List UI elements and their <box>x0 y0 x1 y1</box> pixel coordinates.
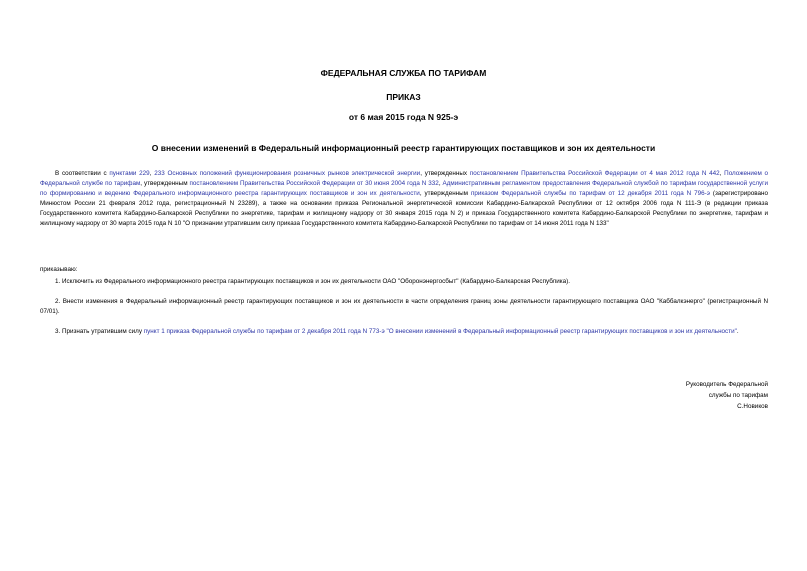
doc-type-heading: ПРИКАЗ <box>386 92 421 102</box>
signature-name: С.Новиков <box>737 403 768 410</box>
link-order-773[interactable]: пункт 1 приказа Федеральной службы по тарифам от 2 декабря 2011 года N 773-э "О внесении изменений в Федеральный информационный реестр гарантирующих поставщиков и зон их деятельности" <box>143 328 737 335</box>
preamble-text: , <box>719 170 725 177</box>
signature-line-1: Руководитель Федеральной <box>685 381 768 388</box>
item-3-text: 3. Признать утратившим силу <box>55 328 144 335</box>
preamble-text: , <box>438 180 443 187</box>
order-item-2: 2. Внести изменения в Федеральный информационный реестр гарантирующих поставщиков и зон их деятельности в части определения границ зоны деятельности гарантирующего поставщика ОАО "Каббалкэнерго" (регистрационный N 07/01). <box>40 298 768 315</box>
preamble-paragraph <box>40 169 768 229</box>
link-resolution-332[interactable]: постановлением Правительства Российской Федерации от 30 июня 2004 года N 332 <box>189 180 439 187</box>
preamble-text: , утвержденным <box>140 180 190 187</box>
document-title: О внесении изменений в Федеральный информационный реестр гарантирующих поставщиков и зон их деятельности <box>151 143 656 153</box>
signature-block <box>686 379 768 412</box>
item-3-text-end: . <box>736 328 739 335</box>
preamble-text: В соответствии с <box>55 170 110 177</box>
link-points-229[interactable]: пунктами 229 <box>109 170 150 177</box>
link-point-233-basic-provisions[interactable]: 233 Основных положений функционирования розничных рынков электрической энергии <box>154 170 421 177</box>
agency-heading: ФЕДЕРАЛЬНАЯ СЛУЖБА ПО ТАРИФАМ <box>320 68 487 78</box>
link-fst-regulation[interactable]: Положением о Федеральной службе по тарифам <box>40 170 769 187</box>
link-admin-regulation[interactable]: Административным регламентом предоставления Федеральной службой по тарифам государственной услуги по формированию и ведению Федерального информационного реестра гарантирующих поставщиков и зон их деятельности <box>40 180 768 197</box>
link-order-796[interactable]: приказом Федеральной службы по тарифам от 12 декабря 2011 года N 796-э <box>470 190 710 197</box>
signature-line-2: службы по тарифам <box>708 392 768 399</box>
preamble-text: (зарегистрировано Минюстом России 21 февраля 2012 года, регистрационный N 23289), а также на основании приказа Региональной энергетической комиссии Кабардино-Балкарской Республики от 12 октября 2006 года N 111-Э (в редакции приказа Государственного комитета Кабардино-Балкарской Республики по энергетике, тарифам и жилищному надзору от 30 января 2015 года N 2) и приказа Государственного комитета Кабардино-Балкарской Республики по энергетике, тарифам и жилищному надзору от 30 марта 2015 года N 10 "О признании утратившим силу приказа Государственного комитета Кабардино-Балкарской Республики по тарифам от 14 июня 2011 года N 133" <box>40 190 768 227</box>
preamble-text: , <box>149 170 155 177</box>
date-number-heading: от 6 мая 2015 года N 925-э <box>348 112 459 122</box>
order-item-3 <box>40 327 768 337</box>
preamble-text: , утвержденных <box>420 170 470 177</box>
order-word: приказываю: <box>40 266 78 273</box>
link-resolution-442[interactable]: постановлением Правительства Российской Федерации от 4 мая 2012 года N 442 <box>469 170 720 177</box>
preamble-text: , утвержденным <box>419 190 471 197</box>
order-item-1: 1. Исключить из Федерального информационного реестра гарантирующих поставщиков и зон их деятельности ОАО "Оборонэнергосбыт" (Кабардино-Балкарская Республика). <box>55 278 570 285</box>
